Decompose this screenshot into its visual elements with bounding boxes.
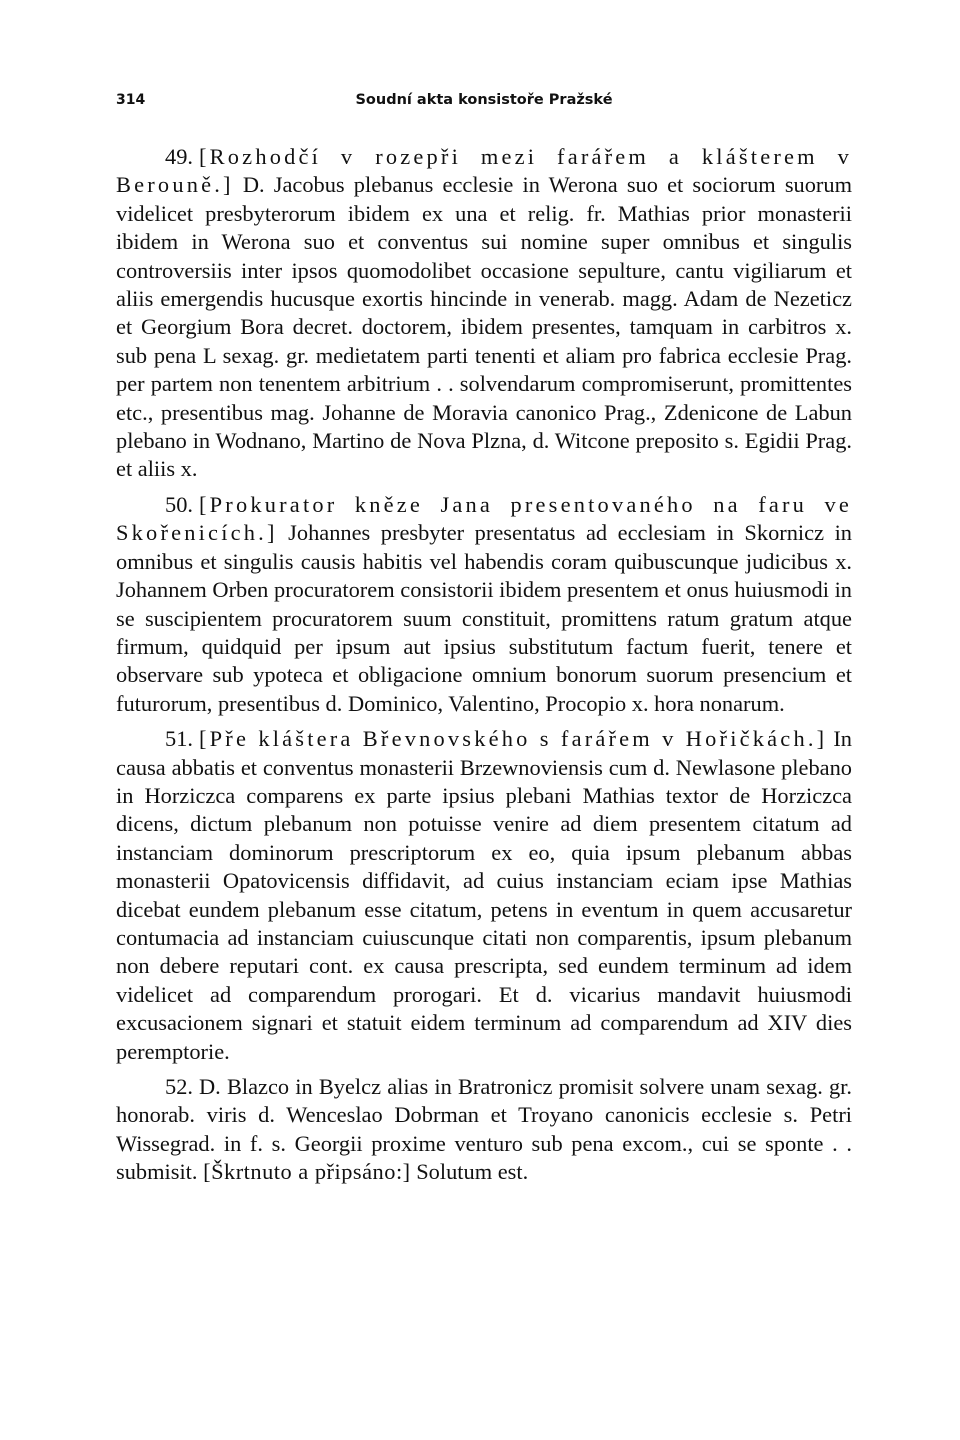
entry-50 [116, 491, 852, 718]
entry-number: 51. [165, 726, 193, 752]
entry-49 [116, 143, 852, 484]
editorial-note: [Škrtnuto a připsáno:] [203, 1159, 411, 1185]
entry-number: 52. [165, 1074, 193, 1099]
entry-text: D. Jacobus plebanus ecclesie in Werona suo et sociorum suorum videlicet presbyterorum ibidem ex una et relig. fr. Mathias prior monasterii ibidem in Werona suo et conventus sui nomine super omnibus et singulis controversiis inter ipsos quomodolibet occasione sepulture, cantu vigiliarum et aliis emergendis hucusque exortis hincinde in venerab. magg. Adam de Nezeticz et Georgium Bora decret. doctorem, ibidem presentes, tamquam in carbitros x. sub pena L sexag. gr. medietatem parti tenenti et aliam pro fabrica ecclesie Prag. per partem non tenentem arbitrium . . solvendarum compromiserunt, promittentes etc., presentibus mag. Johanne de Moravia canonico Prag., Zdenicone de Labun plebano in Wodnano, Martino de Nova Plzna, d. Witcone preposito s. Egidii Prag. et aliis x. [116, 172, 852, 482]
entry-tail: Solutum est. [416, 1159, 529, 1185]
entry-number: 50. [165, 491, 193, 517]
entry-heading: [Pře kláštera Břevnovského s farářem v Hořičkách.] [199, 726, 828, 752]
entry-number: 49. [165, 144, 193, 169]
entry-51 [116, 725, 852, 1066]
entry-heading: [Prokurator kněze Jana presentovaného na faru ve Skořenicích.] [116, 491, 852, 546]
entry-heading: [Rozhodčí v rozepři mezi farářem a klášterem v Berouně.] [116, 144, 852, 198]
entry-text: Johannes presbyter presentatus ad ecclesiam in Skornicz in omnibus et singulis causis habitis vel habendis coram quibuscunque judicibus x. Johannem Orben procuratorem consistorii ibidem presentem et onus huiusmodi in se suscipientem procuratorem suum constituit, promittens ratum gratum atque firmum, quidquid per ipsum aut ipsius substitutum factum fuerit, tenere et observare sub ypoteca et obligacione omnium bonorum suorum presencium et futurorum, presentibus d. Dominico, Valentino, Procopio x. hora nonarum. [116, 520, 852, 716]
entry-text: In causa abbatis et conventus monasterii Brzewnoviensis cum d. Newlasone plebano in Horziczca comparens ex parte ipsius plebani Mathias textor de Horziczca dicens, dictum plebanum non potuisse venire ad diem presentem citatum ad instanciam dominorum prescriptorum ex eo, quia ipsum plebanum abbas monasterii Opatovicensis diffidavit, ad cuius instanciam eciam ipse Mathias dicebat eundem plebanum esse citatum, petens in eventum in quem accusaretur contumacia ad instanciam cuiuscunque citati non comparentis, ipsum plebanum non debere reputari cont. ex causa prescripta, sed eundem terminum ad idem videlicet ad comparendum prorogari. Et d. vicarius mandavit huiusmodi excusacionem signari et statuit eidem terminum ad comparendum ad XIV dies peremptorie. [116, 726, 852, 1064]
running-title: Soudní akta konsistoře Pražské [355, 92, 613, 108]
entry-text: D. Blazco in Byelcz alias in Bratronicz promisit solvere unam sexag. gr. honorab. viris d. Wenceslao Dobrman et Troyano canonicis ecclesie s. Petri Wissegrad. in f. s. Georgii proxime venturo sub pena excom., cui se sponte . . submisit. [116, 1074, 852, 1185]
body-text [116, 143, 852, 1187]
running-head [116, 92, 852, 116]
page-number: 314 [116, 92, 146, 108]
entry-52 [116, 1073, 852, 1187]
